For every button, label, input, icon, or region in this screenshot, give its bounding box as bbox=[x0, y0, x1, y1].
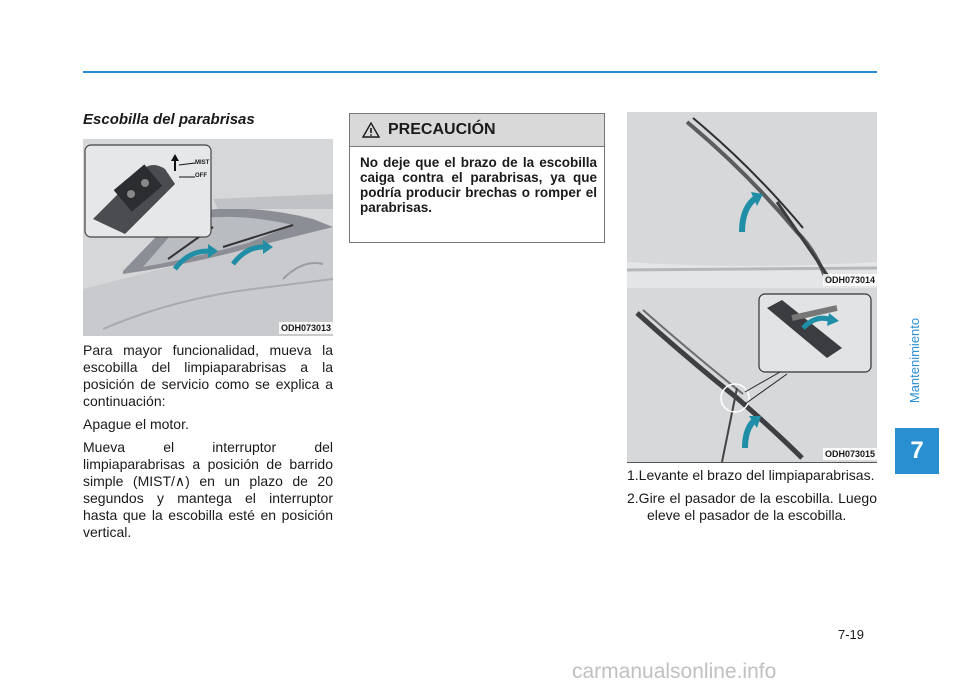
warning-triangle-icon bbox=[362, 122, 380, 138]
section-title: Escobilla del parabrisas bbox=[83, 111, 255, 128]
paragraph: Para mayor funcionalidad, mueva la escobilla del limpiaparabrisas a la posición de servicio como se explica a continuación: bbox=[83, 342, 333, 409]
caution-body: No deje que el brazo de la escobilla caiga contra el parabrisas, ya que podría producir brechas o romper el parabrisas. bbox=[360, 155, 597, 215]
caution-header bbox=[350, 114, 604, 147]
chapter-side-label: Mantenimiento bbox=[907, 317, 923, 403]
figure-code: ODH073015 bbox=[824, 449, 875, 459]
watermark: carmanualsonline.info bbox=[572, 660, 777, 683]
figure-code: ODH073013 bbox=[280, 323, 331, 333]
figure-raise-arm bbox=[627, 112, 877, 288]
figure-wiper-switch bbox=[83, 139, 333, 336]
paragraph: Apague el motor. bbox=[83, 416, 189, 432]
page-number: 7-19 bbox=[838, 627, 865, 642]
steps-list bbox=[627, 467, 877, 530]
off-label: OFF bbox=[195, 173, 207, 179]
pin-detail-illustration bbox=[627, 288, 877, 462]
caution-title: PRECAUCIÓN bbox=[388, 121, 496, 138]
step-item: 2.Gire el pasador de la escobilla. Luego eleve el pasador de la escobilla. bbox=[627, 490, 877, 523]
left-body-text bbox=[83, 342, 333, 547]
paragraph: Mueva el interruptor del limpiaparabrisas a posición de barrido simple (MIST/∧) en un plazo de 20 segundos y mantega el interruptor hasta que la escobilla esté en posición vertical. bbox=[83, 439, 333, 540]
mist-label: MIST bbox=[195, 160, 210, 166]
step-item: 1.Levante el brazo del limpiaparabrisas. bbox=[627, 467, 875, 483]
chapter-number-tab: 7 bbox=[895, 428, 939, 474]
top-rule bbox=[83, 71, 877, 73]
wiper-switch-illustration bbox=[83, 139, 333, 336]
figure-divider bbox=[627, 462, 877, 463]
figure-code: ODH073014 bbox=[824, 275, 875, 285]
raise-arm-illustration bbox=[627, 112, 877, 288]
caution-box bbox=[349, 113, 605, 243]
figure-pin-detail bbox=[627, 288, 877, 462]
